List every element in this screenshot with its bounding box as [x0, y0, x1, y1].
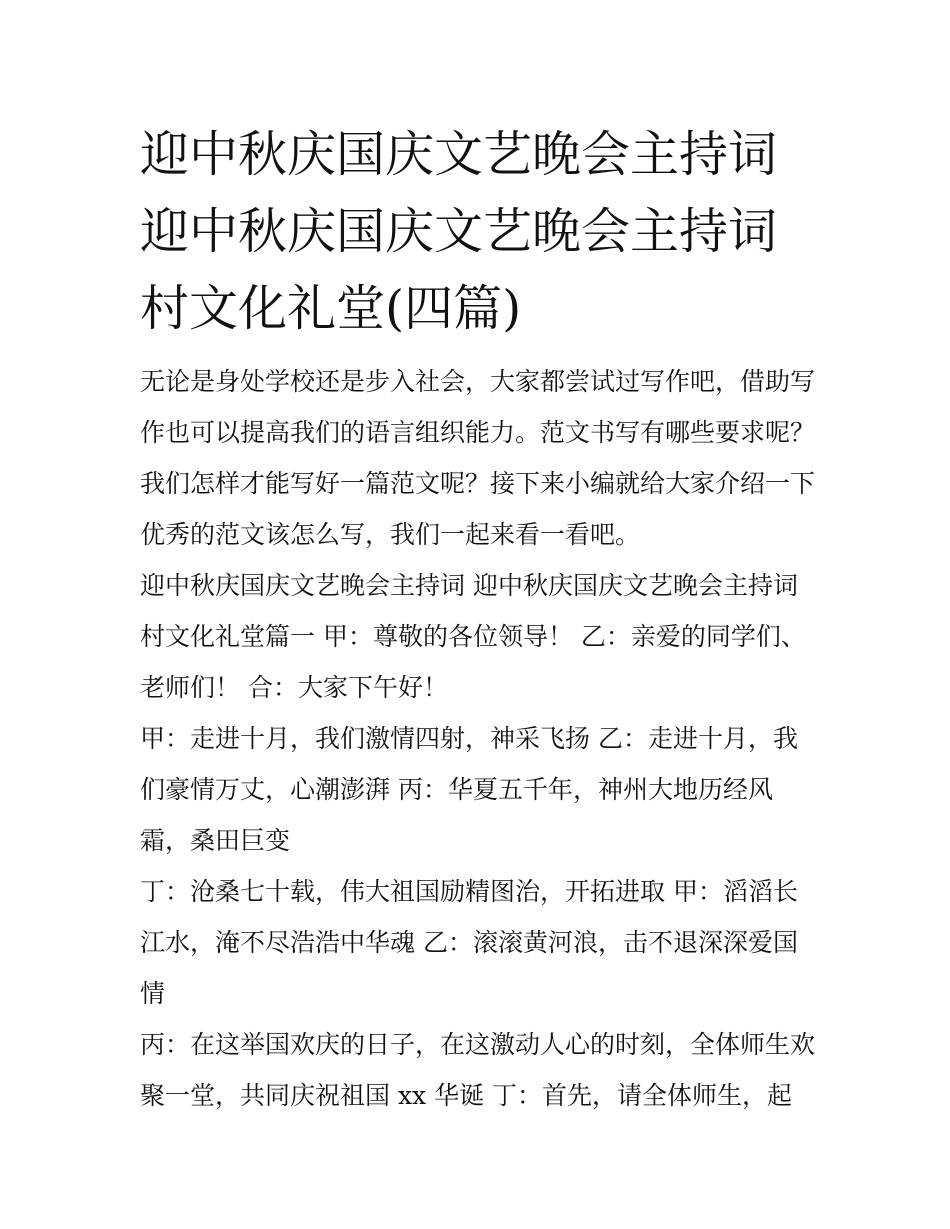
title-line: 村文化礼堂(四篇): [140, 280, 522, 337]
body-line: 我们怎样才能写好一篇范文呢？接下来小编就给大家介绍一下: [140, 469, 816, 498]
body-line: 优秀的范文该怎么写，我们一起来看一看吧。: [140, 520, 641, 549]
body-line: 甲：走进十月，我们激情四射，神采飞扬 乙：走进十月，我: [140, 724, 798, 753]
document-title: [140, 116, 820, 347]
body-line: 村文化礼堂篇一 甲：尊敬的各位领导！ 乙：亲爱的同学们、: [140, 622, 806, 651]
body-line: 丁：沧桑七十载，伟大祖国励精图治，开拓进取 甲：滔滔长: [140, 877, 798, 906]
title-line: 迎中秋庆国庆文艺晚会主持词: [140, 126, 778, 183]
body-line: 情: [140, 979, 166, 1008]
body-line: 们豪情万丈，心潮澎湃 丙：华夏五千年，神州大地历经风: [140, 775, 773, 804]
body-line: 老师们！ 合：大家下午好！: [140, 673, 448, 702]
body-line: 霜，桑田巨变: [140, 826, 291, 855]
title-line: 迎中秋庆国庆文艺晚会主持词: [140, 203, 778, 260]
body-line: 无论是身处学校还是步入社会，大家都尝试过写作吧，借助写: [140, 367, 816, 396]
body-line: 丙：在这举国欢庆的日子，在这激动人心的时刻，全体师生欢: [140, 1030, 816, 1059]
body-line: 迎中秋庆国庆文艺晚会主持词 迎中秋庆国庆文艺晚会主持词: [140, 571, 798, 600]
body-line: 聚一堂，共同庆祝祖国 xx 华诞 丁：首先，请全体师生，起: [140, 1081, 793, 1110]
body-line: 江水，淹不尽浩浩中华魂 乙：滚滚黄河浪，击不退深深爱国: [140, 928, 798, 957]
document-body: [140, 356, 830, 1121]
body-line: 作也可以提高我们的语言组织能力。范文书写有哪些要求呢？: [140, 418, 816, 447]
